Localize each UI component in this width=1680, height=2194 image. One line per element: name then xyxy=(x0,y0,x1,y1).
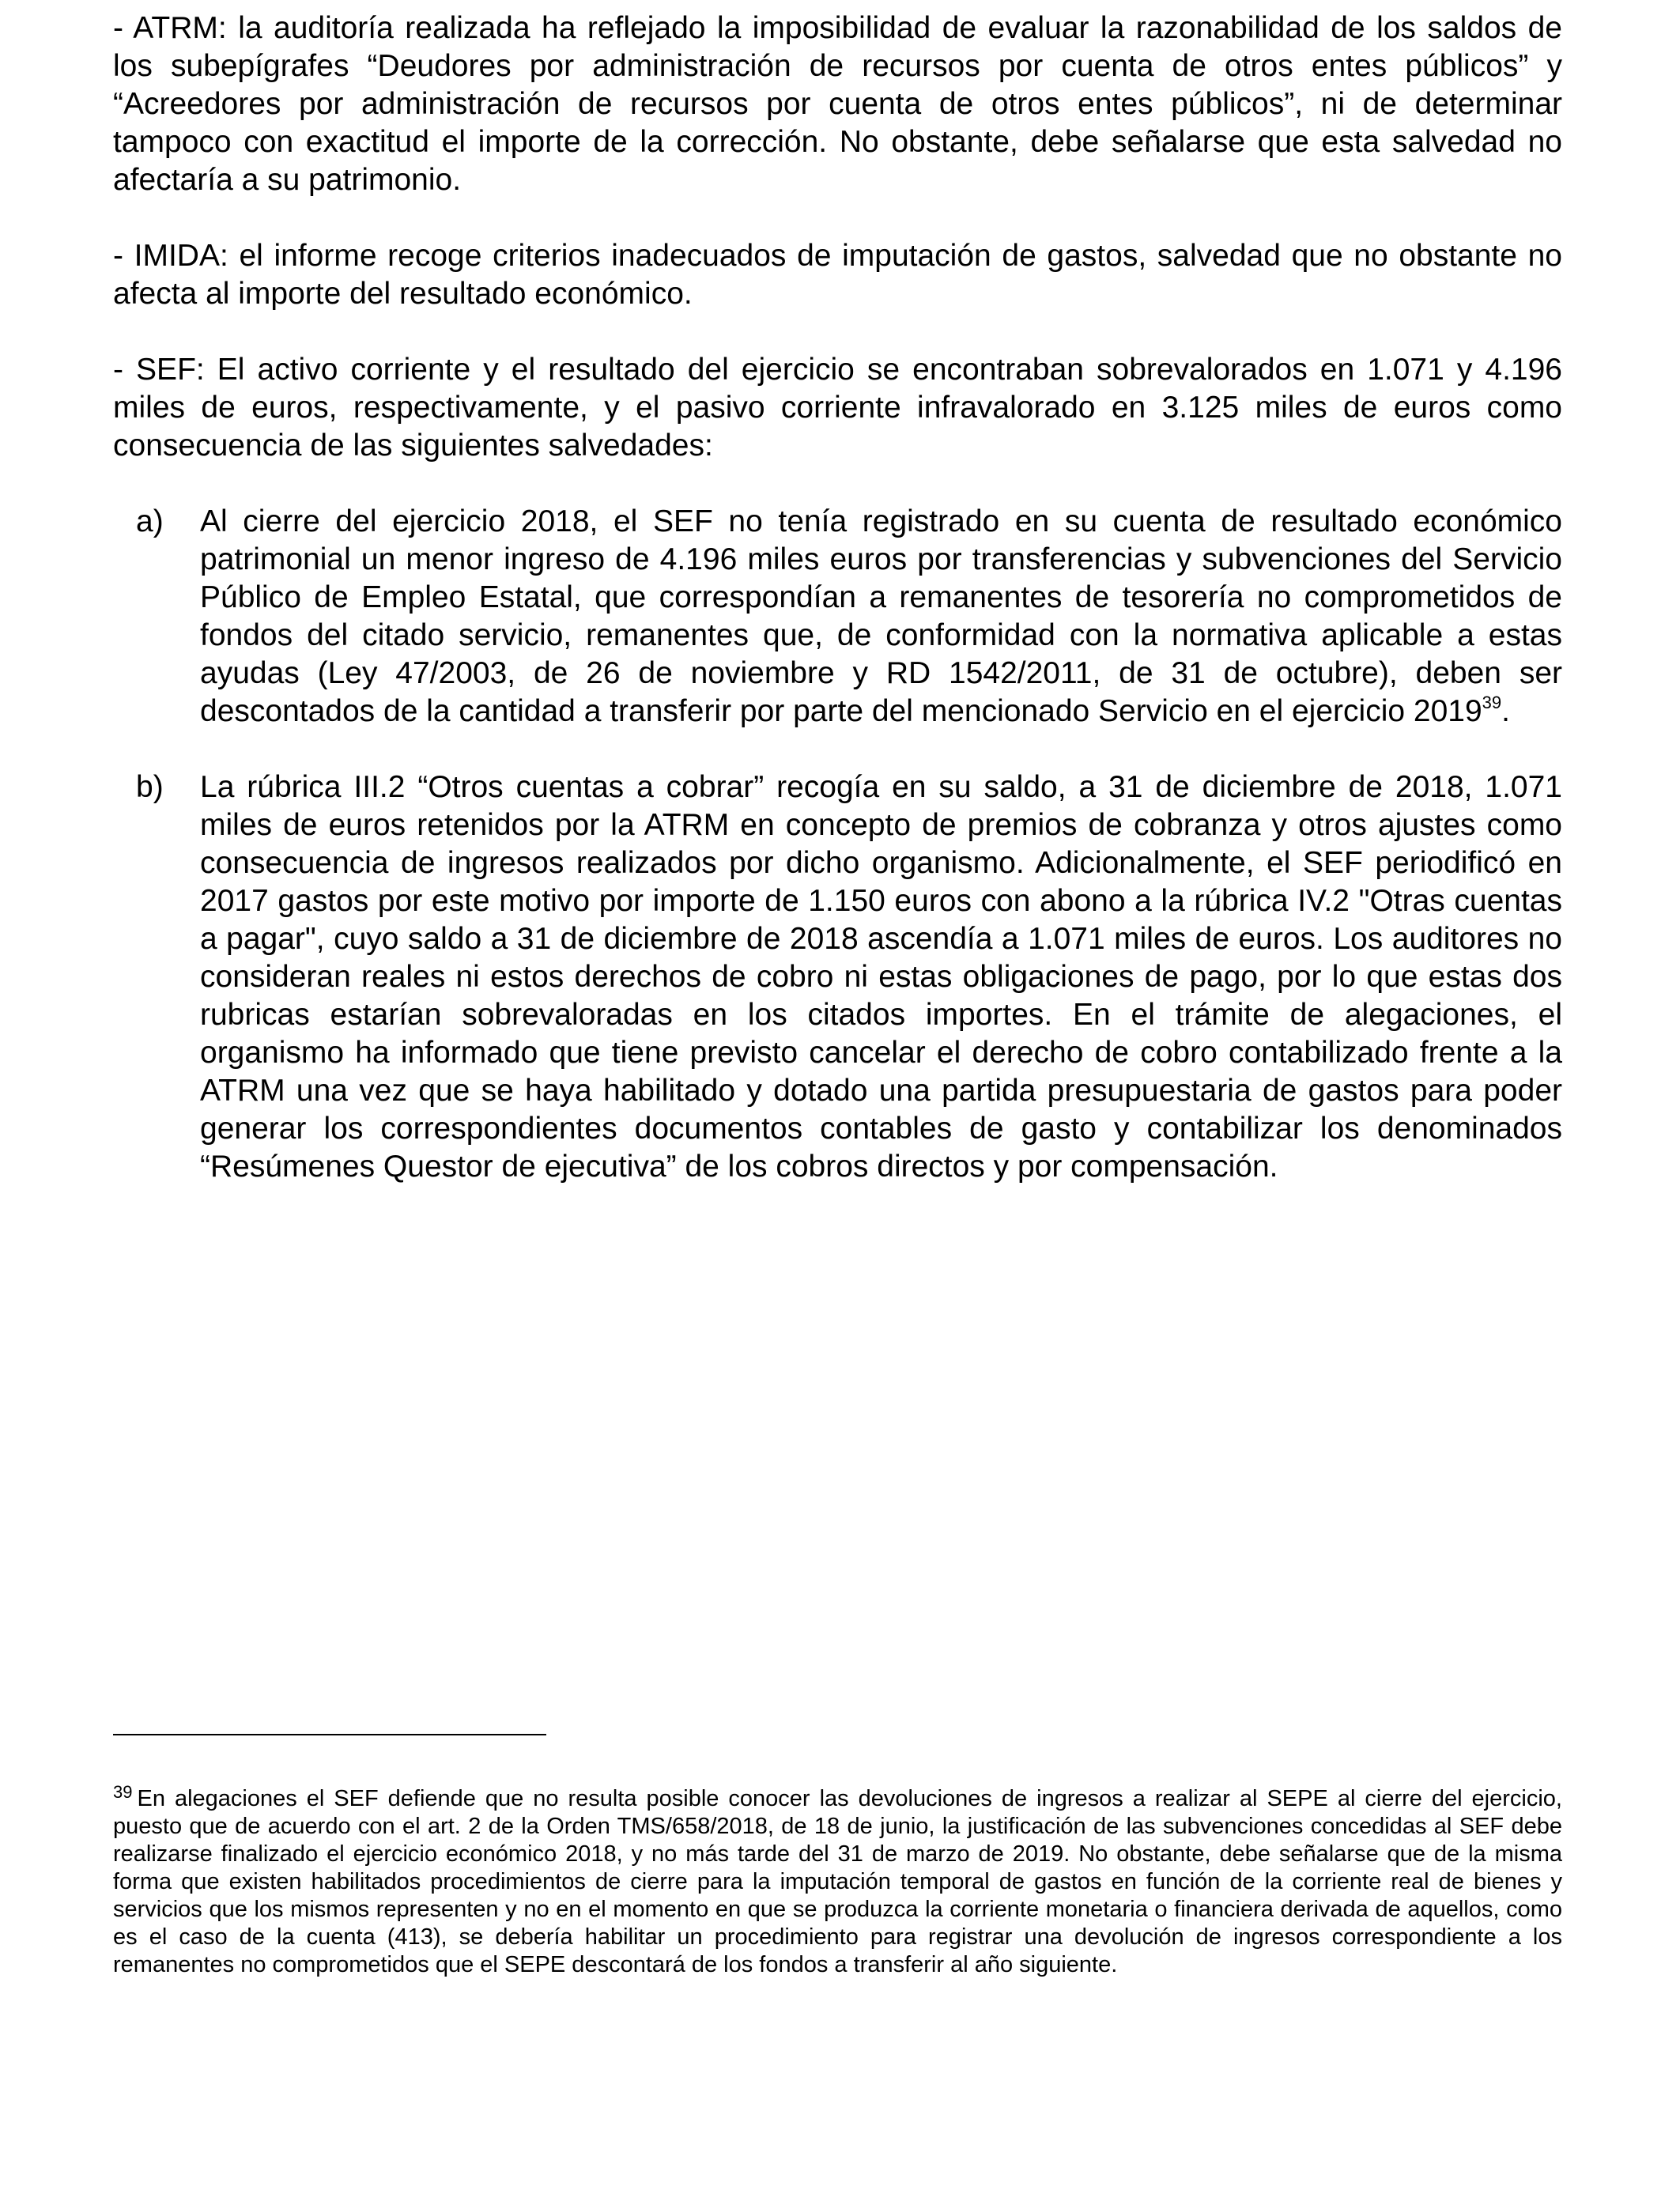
footnote-reference[interactable]: 39 xyxy=(1482,693,1502,712)
list-item-b xyxy=(136,768,1562,1186)
footnote-text: En alegaciones el SEF defiende que no resulta posible conocer las devoluciones de ingresos a realizar al SEPE al cierre del ejercicio, puesto que de acuerdo con el art. 2 de la Orden TMS/658/2018, de 18 de junio, la justificación de las subvenciones concedidas al SEF debe realizarse finalizado el ejercicio económico 2018, y no más tarde del 31 de marzo de 2019. No obstante, debe señalarse que de la misma forma que existen habilitados procedimientos de cierre para la imputación temporal de gastos en función de la corriente real de bienes y servicios que los mismos representen y no en el momento en que se produzca la corriente monetaria o financiera derivada de aquellos, como es el caso de la cuenta (413), se debería habilitar un procedimiento para registrar una devolución de ingresos correspondiente a los remanentes no comprometidos que el SEPE descontará de los fondos a transferir al año siguiente. xyxy=(113,1786,1562,1977)
paragraph-imida: - IMIDA: el informe recoge criterios inadecuados de imputación de gastos, salvedad que no obstante no afecta al importe del resultado económico. xyxy=(113,239,1562,311)
list-text-a-end: . xyxy=(1501,694,1510,728)
document-body xyxy=(113,9,1562,1224)
paragraph-sef: - SEF: El activo corriente y el resultado del ejercicio se encontraban sobrevalorados en 1.071 y 4.196 miles de euros, respectivamente, y el pasivo corriente infravalorado en 3.125 miles de euros como consecuencia de las siguientes salvedades: xyxy=(113,353,1562,463)
footnote-number: 39 xyxy=(113,1782,133,1802)
list-text-b: La rúbrica III.2 “Otros cuentas a cobrar” recogía en su saldo, a 31 de diciembre de 2018, 1.071 miles de euros retenidos por la ATRM en concepto de premios de cobranza y otros ajustes como consecuencia de ingresos realizados por dicho organismo. Adicionalmente, el SEF periodificó en 2017 gastos por este motivo por importe de 1.150 euros con abono a la rúbrica IV.2 "Otras cuentas a pagar", cuyo saldo a 31 de diciembre de 2018 ascendía a 1.071 miles de euros. Los auditores no consideran reales ni estos derechos de cobro ni estas obligaciones de pago, por lo que estas dos rubricas estarían sobrevaloradas en los citados importes. En el trámite de alegaciones, el organismo ha informado que tiene previsto cancelar el derecho de cobro contabilizado frente a la ATRM una vez que se haya habilitado y dotado una partida presupuestaria de gastos para poder generar los correspondientes documentos contables de gasto y contabilizar los denominados “Resúmenes Questor de ejecutiva” de los cobros directos y por compensación. xyxy=(200,770,1562,1184)
paragraph-atrm: - ATRM: la auditoría realizada ha reflejado la imposibilidad de evaluar la razonabilidad de los saldos de los subepígrafes “Deudores por administración de recursos por cuenta de otros entes públicos” y “Acreedores por administración de recursos por cuenta de otros entes públicos”, ni de determinar tampoco con exactitud el importe de la corrección. No obstante, debe señalarse que esta salvedad no afectaría a su patrimonio. xyxy=(113,11,1562,197)
list-text-a-body: Al cierre del ejercicio 2018, el SEF no tenía registrado en su cuenta de resultado económico patrimonial un menor ingreso de 4.196 miles euros por transferencias y subvenciones del Servicio Público de Empleo Estatal, que correspondían a remanentes de tesorería no comprometidos de fondos del citado servicio, remanentes que, de conformidad con la normativa aplicable a estas ayudas (Ley 47/2003, de 26 de noviembre y RD 1542/2011, de 31 de octubre), deben ser descontados de la cantidad a transferir por parte del mencionado Servicio en el ejercicio 2019 xyxy=(200,504,1562,728)
list-item-a xyxy=(136,503,1562,731)
list-text-a xyxy=(200,503,1562,731)
list-marker-a: a) xyxy=(136,504,164,538)
footnote-separator xyxy=(113,1734,546,1735)
list-marker-b: b) xyxy=(136,770,164,804)
footnote xyxy=(113,1782,1562,1979)
